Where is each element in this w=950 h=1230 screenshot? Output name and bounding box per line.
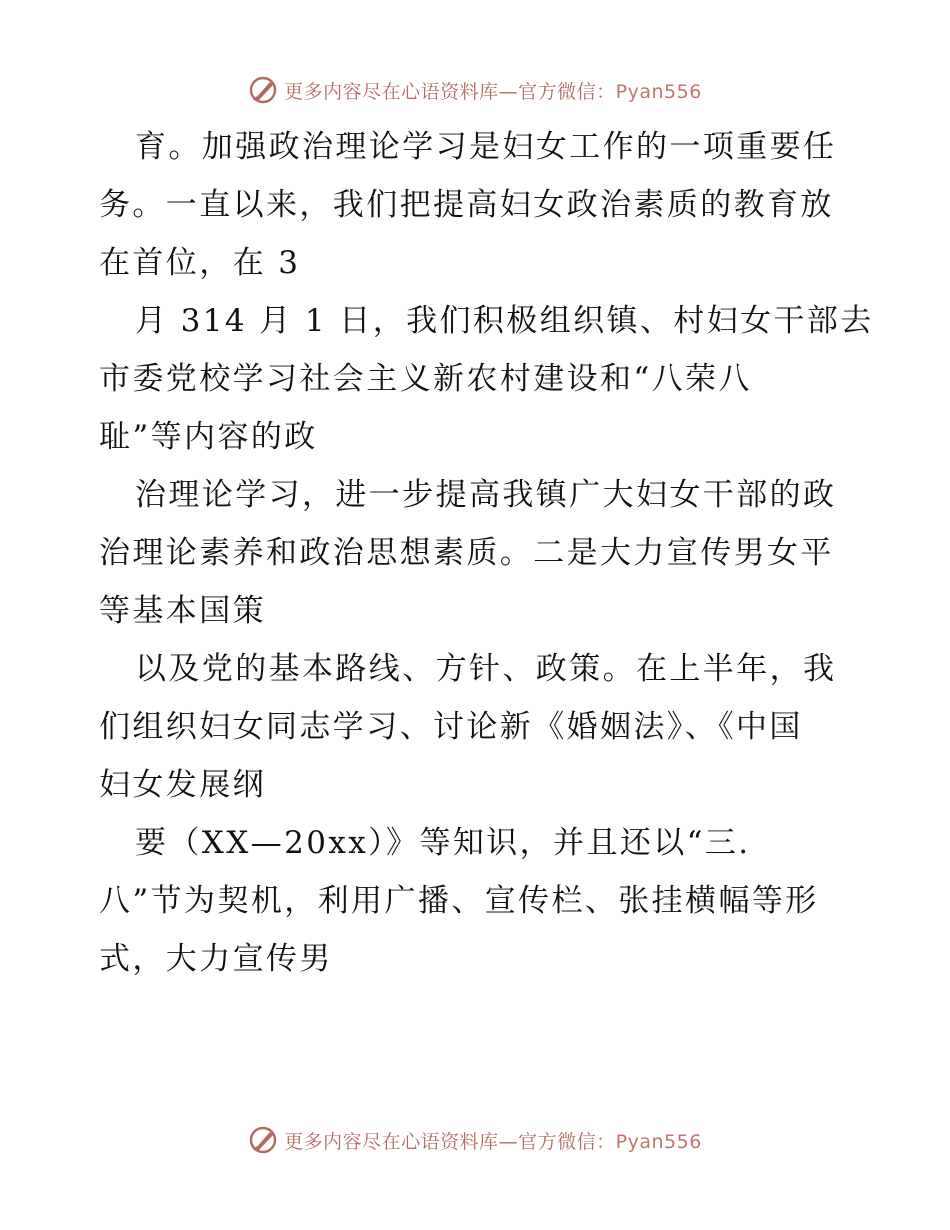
- text-line: 以及党的基本路线、方针、政策。在上半年，我: [135, 651, 837, 687]
- text-line: 治理论学习，进一步提高我镇广大妇女干部的政: [135, 477, 837, 513]
- footer-banner-label: 更多内容尽在心语资料库—官方微信：: [284, 1130, 616, 1153]
- text-line: 妇女发展纲: [99, 767, 266, 803]
- text-line: 耻”等内容的政: [99, 419, 318, 455]
- text-line: 要（XX—20xx）》等知识，并且还以“三.: [135, 825, 751, 861]
- header-wechat-handle: Pyan556: [615, 80, 702, 103]
- document-body: [99, 124, 874, 994]
- footer-wechat-handle: Pyan556: [615, 1130, 702, 1153]
- text-line: 八”节为契机，利用广播、宣传栏、张挂横幅等形: [99, 883, 819, 919]
- text-line: 治理论素养和政治思想素质。二是大力宣传男女平: [99, 535, 834, 571]
- text-line: 式，大力宣传男: [99, 941, 333, 977]
- text-line: 育。加强政治理论学习是妇女工作的一项重要任: [135, 129, 837, 165]
- quill-pen-logo-icon: [248, 75, 278, 105]
- text-line: 在首位，在 3: [99, 245, 301, 281]
- footer-banner: [0, 1120, 950, 1160]
- text-line: 等基本国策: [99, 593, 266, 629]
- header-banner: [0, 70, 950, 110]
- footer-banner-text: [284, 1127, 702, 1154]
- text-line: 市委党校学习社会主义新农村建设和“八荣八: [99, 361, 752, 397]
- header-banner-label: 更多内容尽在心语资料库—官方微信：: [284, 80, 616, 103]
- text-line: 们组织妇女同志学习、讨论新《婚姻法》、《中国: [99, 709, 803, 745]
- quill-pen-logo-icon: [248, 1125, 278, 1155]
- header-banner-text: [284, 77, 702, 104]
- text-line: 务。一直以来，我们把提高妇女政治素质的教育放: [99, 187, 834, 223]
- text-line: 月 314 月 1 日，我们积极组织镇、村妇女干部去: [135, 303, 874, 339]
